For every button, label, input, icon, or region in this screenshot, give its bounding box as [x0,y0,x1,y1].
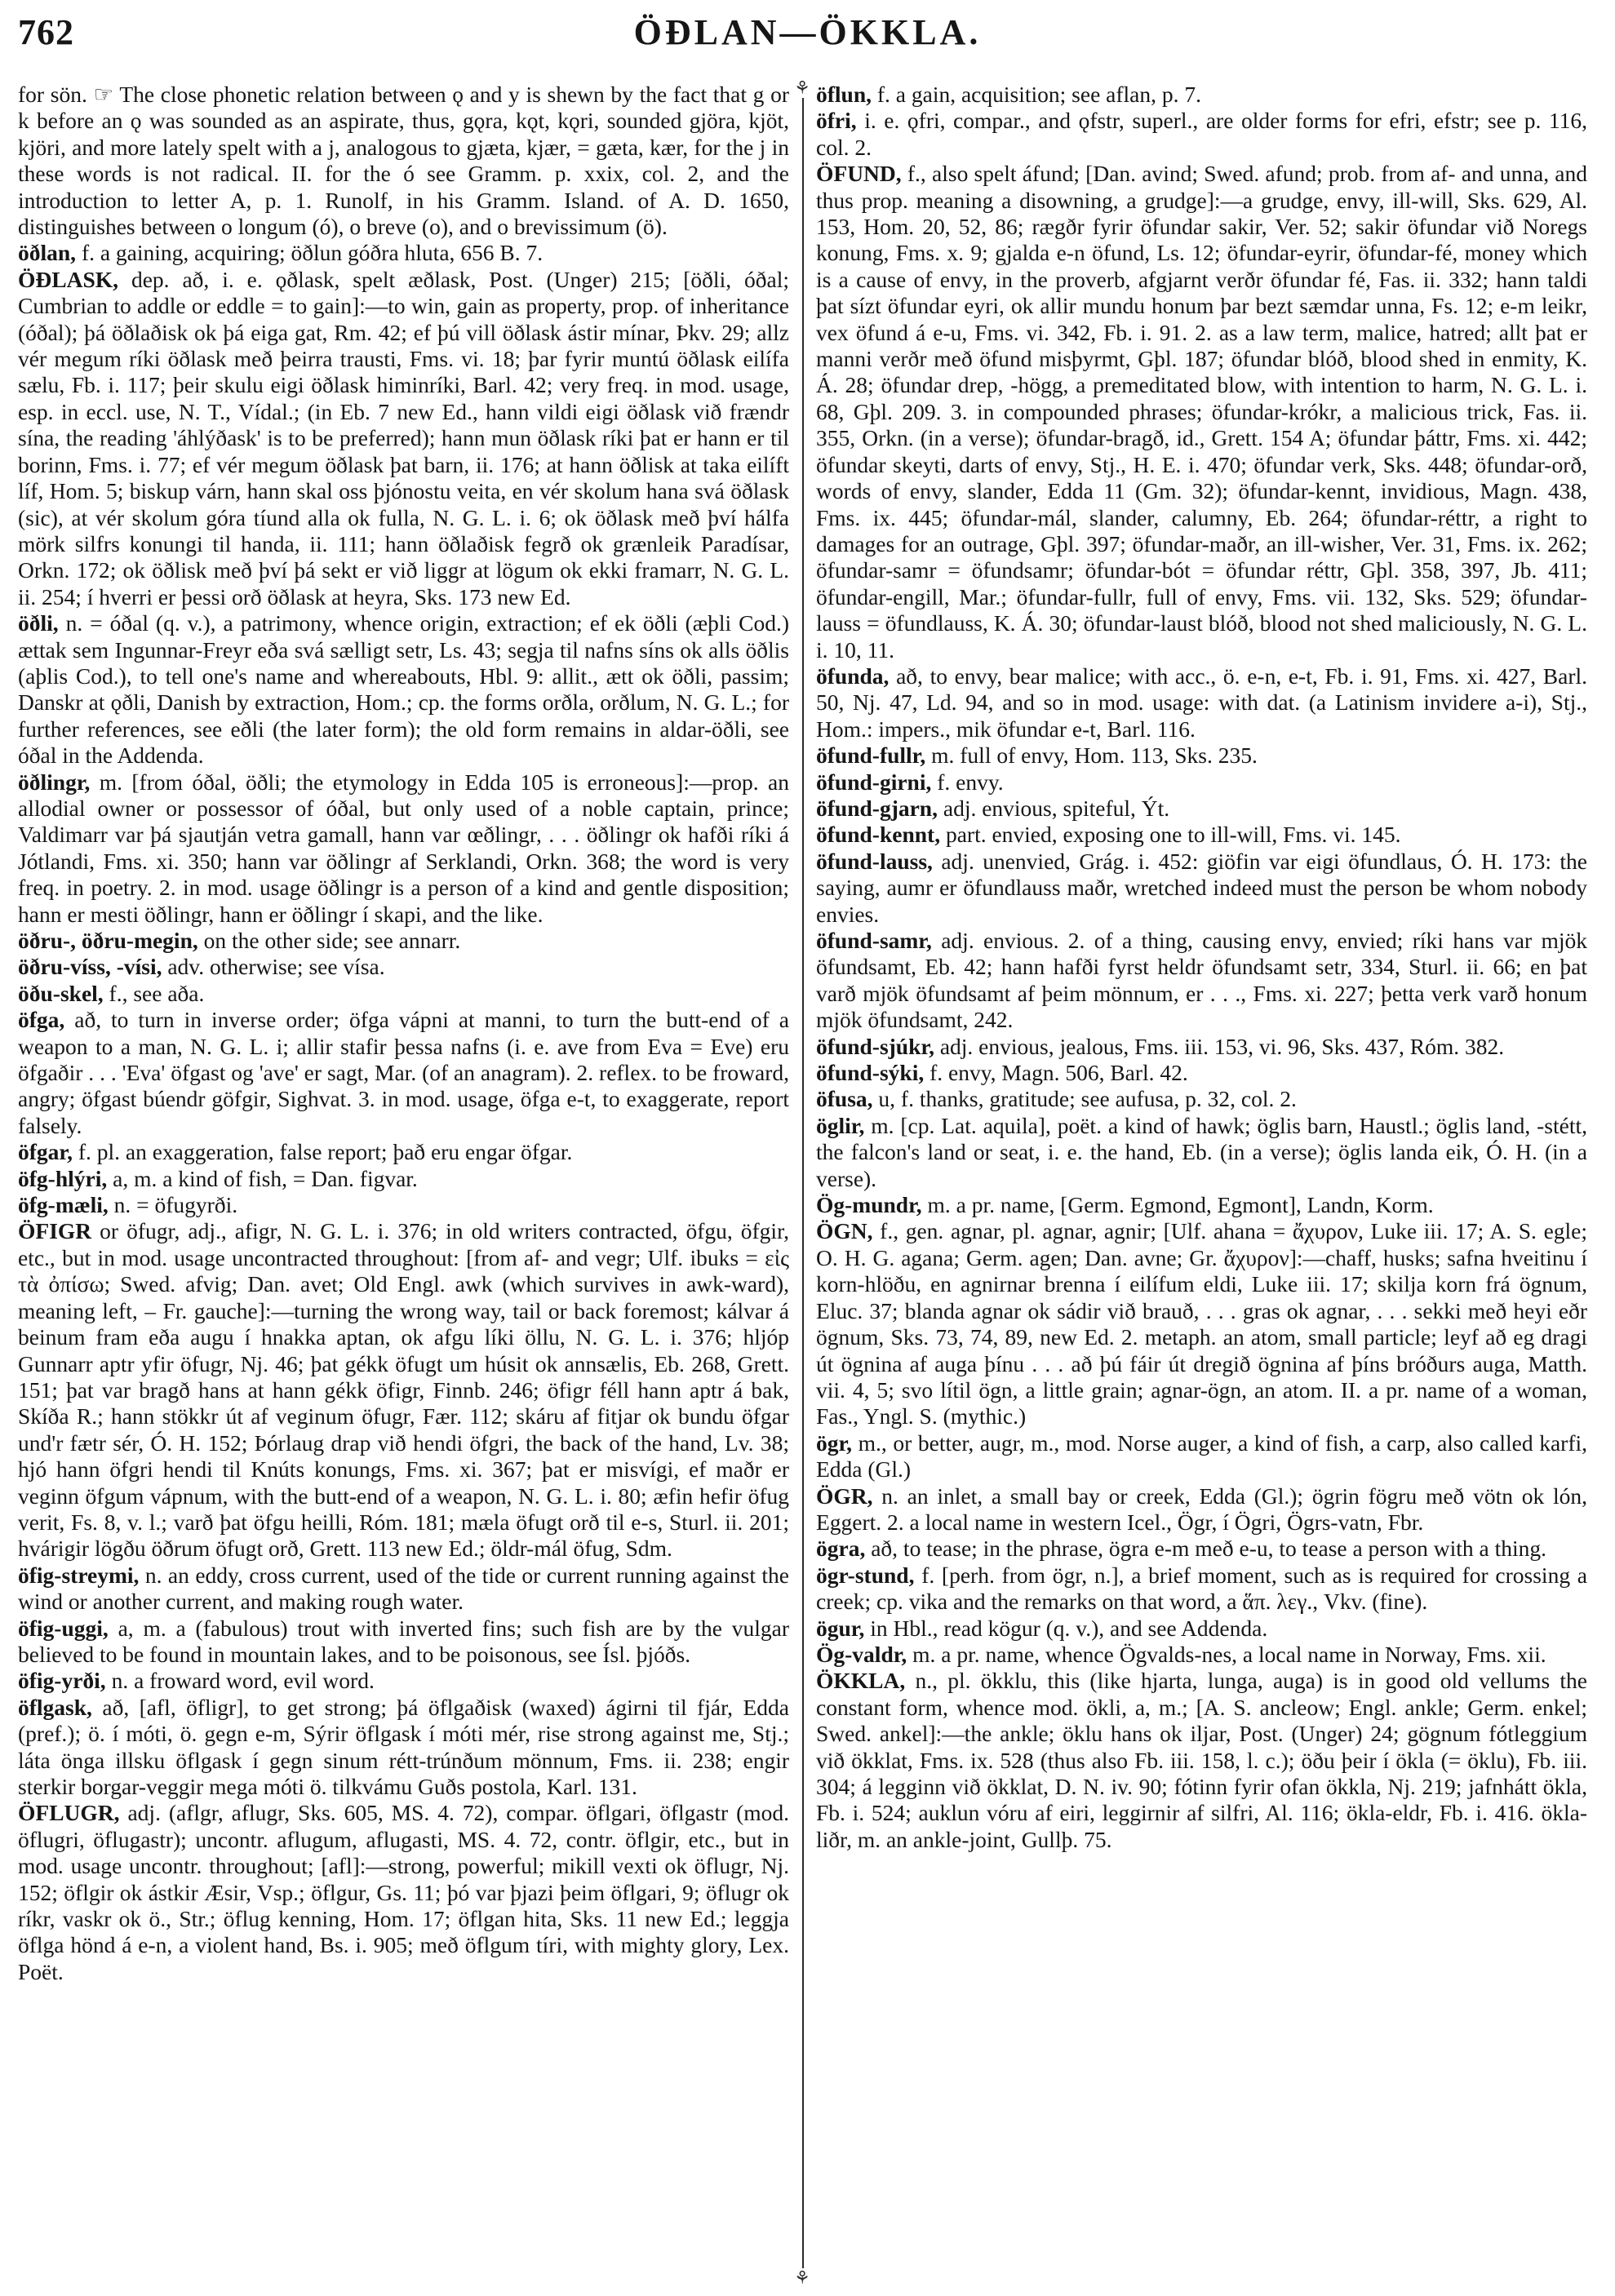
divider-ornament-top-icon: ⚘ [792,78,812,98]
right-column [816,82,1587,2285]
entry-text: n. = óðal (q. v.), a patrimony, whence origin, extraction; ef ek öðli (æþli Cod.) ættak sem Ingunnar-Freyr eða svá sælligt setr, Ls. 43; segja til nafns síns ok alls öðlis (aþlis Cod.), to tell one's name and whereabouts, Hbl. 9: allit., ætt ok öðli, passim; Danskr at ǫðli, Danish by extraction, Hom.; cp. the forms orðla, orðlum, N. G. L.; for further references, see eðli (the later form); the old form remains in aldar-öðli, see óðal in the Addenda. [18,610,789,769]
dictionary-entry [816,1562,1587,1616]
entry-text: að, to tease; in the phrase, ögra e-m með e-u, to tease a person with a thing. [871,1536,1546,1562]
entry-text: m. full of envy, Hom. 113, Sks. 235. [931,742,1258,769]
dictionary-entry [816,1034,1587,1060]
dictionary-entry [816,1483,1587,1536]
dictionary-entry [816,1060,1587,1086]
entry-headword: öflun, [816,82,872,107]
entry-text: part. envied, exposing one to ill-will, Fms. vi. 145. [945,822,1401,848]
entry-text: m. a pr. name, whence Ögvalds-nes, a local name in Norway, Fms. xii. [912,1641,1546,1667]
entry-text: u, f. thanks, gratitude; see aufusa, p. 32, col. 2. [878,1086,1297,1112]
dictionary-entry [18,928,789,954]
entry-headword: ögr, [816,1429,853,1456]
entry-headword: öfund-girni, [816,769,932,795]
dictionary-entry [18,1166,789,1192]
entry-headword: ögr-stund, [816,1562,915,1588]
entry-headword: Ög-mundr, [816,1192,922,1218]
entry-text: f. a gaining, acquiring; öðlun góðra hluta, 656 B. 7. [81,240,544,266]
entry-headword: öðli, [18,610,59,636]
dictionary-entry [816,1668,1587,1853]
entry-text: f. a gain, acquisition; see aflan, p. 7. [876,82,1201,107]
entry-text: on the other side; see annarr. [203,928,461,953]
entry-text: adj. envious, spiteful, Ýt. [943,795,1170,821]
dictionary-entry [816,849,1587,928]
entry-text: adj. unenvied, Grág. i. 452: giöfin var eigi öfundlaus, Ó. H. 173: the saying, aumr er öfundlauss maðr, wretched indeed must the person be whom nobody envies. [816,848,1587,927]
dictionary-entry [18,1695,789,1801]
entry-headword: öfund-samr, [816,928,932,953]
entry-headword: öfund-sjúkr, [816,1033,934,1059]
entry-headword: ÖFLUGR, [18,1800,120,1826]
dictionary-entry [816,928,1587,1034]
entry-headword: öfund-gjarn, [816,795,938,821]
entry-text: adj. (aflgr, aflugr, Sks. 605, MS. 4. 72), compar. öflgari, öflgastr (mod. öflugri, öflugastr); uncontr. aflugum, aflugasti, MS. 4. 72, contr. öflgir, etc., but in mod. usage uncontr. throughout; [afl]:—strong, powerful; mikill vexti ok öflugr, Nj. 152; öflgir ok ástkir Æsir, Vsp.; öflgur, Gs. 11; þó var þjazi þeim öflgari, 9; öflugr ok ríkr, vaskr ok ö., Str.; öflug kenning, Hom. 17; öflgan hita, Sks. 11 new Ed.; leggja öflga hönd á e-n, a violent hand, Bs. i. 905; með öflgum tíri, with mighty glory, Lex. Poët. [18,1800,789,1984]
dictionary-entry [816,1642,1587,1668]
entry-text: n., pl. ökklu, this (like hjarta, lunga, auga) is in good old vellums the constant form, whence mod. ökli, a, m.; [A. S. ancleow; Engl. ankle; Germ. enkel; Swed. ankel]:—the ankle; öklu hans ok iljar, Post. (Unger) 24; gögnum fótleggium við ökklat, Fms. ix. 528 (thus also Fb. iii. 158, l. c.); öðu þeir í ökla (= öklu), Fb. iii. 304; á legginn við ökklat, D. N. iv. 90; fótinn fyrir ofan ökkla, Nj. 219; jafnhátt ökla, Fb. i. 524; auklun vóru af eiri, leggirnir af silfri, Al. 116; ökla-eldr, Fb. i. 416. ökla-liðr, m. an ankle-joint, Gullþ. 75. [816,1668,1587,1852]
dictionary-entry [18,954,789,980]
entry-text: f., gen. agnar, pl. agnar, agnir; [Ulf. ahana = ἄχυρον, Luke iii. 17; A. S. egle; O. H. G. agana; Germ. agen; Dan. avne; Gr. ἄχυρον]:—chaff, husks; safna hveitinu í korn-hlöðu, en agnirnar brenna í eilífum eldi, Luke iii. 17; skilja korn frá ögnum, Eluc. 37; blanda agnar ok sádir við brauð, . . . gras ok agnar, . . . sekki með heyi eðr ögnum, Sks. 73, 74, 89, new Ed. 2. metaph. an atom, small particle; leyf að eg dragi út ögnina af auga þínu . . . að þú fáir út dregið ögnina af þíns bróðurs auga, Matth. vii. 4, 5; svo lítil ögn, a little grain; agnar-ögn, an atom. II. a pr. name of a woman, Fas., Yngl. S. (mythic.) [816,1218,1587,1429]
dictionary-entry [18,240,789,266]
entry-text: n. = öfugyrði. [113,1192,238,1218]
entry-headword: öfri, [816,108,857,134]
dictionary-entry [816,742,1587,769]
entry-headword: ögra, [816,1536,866,1562]
entry-headword: ÖKKLA, [816,1668,906,1694]
entry-headword: öfunda, [816,663,890,689]
entry-headword: Ög-valdr, [816,1641,907,1667]
entry-text: f. [perh. from ögr, n.], a brief moment, such as is required for crossing a creek; cp. vika and the remarks on that word, a ἅπ. λεγ., Vkv. (fine). [816,1562,1587,1615]
dictionary-entry [816,108,1587,161]
entry-text: adj. envious. 2. of a thing, causing envy, envied; ríki hans var mjök öfundsamt, Eb. 42; hann hafði fyrst heldr öfundsamt setr, 334, Sturl. ii. 66; en þat varð mjök öfundsamt af þeim mönnum, er . . ., Fms. xi. 227; þetta verk varð honum mjök öfundsamt, 242. [816,928,1587,1033]
entry-headword: öflgask, [18,1694,92,1720]
entry-text: dep. að, i. e. ǫðlask, spelt æðlask, Post. (Unger) 215; [öðli, óðal; Cumbrian to addle or eddle = to gain]:—to win, gain as property, prop. of inheritance (óðal); þá öðlaðisk ok þá eiga gat, Rm. 42; ef þú vill öðlask ástir mínar, Þkv. 29; allz vér megum ríki öðlask með þeirra trausti, Fms. vi. 18; þar fyrir muntú öðlask eilífa sælu, Fb. i. 117; þeir skulu eigi öðlask himinríki, Barl. 42; very freq. in mod. usage, esp. in eccl. use, N. T., Vídal.; (in Eb. 7 new Ed., hann vildi eigi öðlask við frændr sína, the reading 'áhlýðask' is to be preferred); hann mun öðlask ríki þat er hann er til borinn, Fms. i. 77; ef vér megum öðlask þat barn, ii. 176; at hann öðlisk at taka eilíft líf, Hom. 5; biskup várn, hann skal oss þjónostu veita, en vér skolum hana svá öðlask (sic), at vér skolum góra tíund alla ok fulla, N. G. L. i. 6; ok öðlask með því hálfa mörk silfrs konungi til handa, ii. 111; hann öðlaðisk fegrð ok grænleik Paradísar, Orkn. 172; ok öðlisk með því þá sekt er við liggr at lögum ok ekki framarr, N. G. L. ii. 254; í hverri er þessi orð öðlask at heyra, Sks. 173 new Ed. [18,266,789,609]
running-head: ÖÐLAN—ÖKKLA. [633,12,982,52]
entry-headword: öðru-, öðru-megin, [18,928,198,953]
dictionary-entry [816,769,1587,796]
dictionary-entry [18,1800,789,1985]
entry-headword: ÖGN, [816,1218,873,1244]
entry-text: for sön. ☞ The close phonetic relation between ǫ and y is shewn by the fact that g or k before an ǫ was sounded as an aspirate, thus, gǫra, kǫt, kǫri, sounded gjöra, kjöt, kjöri, and more lately spelt with a j, analogous to gjæta, kjær, = gæta, kær, for the j in these words is not radical. II. for the ó see Gramm. p. xxix, col. 2, and the introduction to letter A, p. 1. Runolf, in his Gramm. Island. of A. D. 1650, distinguishes between o longum (ó), o breve (o), and o brevissimum (ö). [18,82,789,240]
entry-text: i. e. ǫfri, compar., and ǫfstr, superl., are older forms for efri, efstr; see p. 116, col. 2. [816,108,1587,160]
entry-headword: öfg-hlýri, [18,1165,108,1191]
dictionary-entry [18,1668,789,1694]
entry-headword: öðu-skel, [18,980,104,1006]
entry-headword: öfusa, [816,1086,873,1112]
entry-text: að, [afl, öfligr], to get strong; þá öflgaðisk (waxed) ágirni til fjár, Edda (pref.); ö. í móti, ö. gegn e-m, Sýrir öflgask í móti mér, rise strong against me, Stj.; láta önga illsku öflgask í gegn sinum rétt-trúnðum mönnum, Fms. ii. 238; engir sterkir borgar-veggir mega móti ö. tilkvámu Guðs postola, Karl. 131. [18,1694,789,1799]
entry-text: a, m. a kind of fish, = Dan. figvar. [113,1165,418,1191]
dictionary-entry [18,1007,789,1139]
entry-headword: öfund-fullr, [816,742,926,769]
dictionary-entry [816,1192,1587,1218]
entry-text: n. a froward word, evil word. [111,1668,375,1694]
entry-headword: öfund-kennt, [816,822,941,848]
entry-text: n. an inlet, a small bay or creek, Edda (Gl.); ögrin fögru með vötn ok lón, Eggert. 2. a local name in western Icel., Ögr, í Ögri, Ögrs-vatn, Fbr. [816,1483,1587,1535]
entry-text: m. [cp. Lat. aquila], poët. a kind of hawk; öglis barn, Haustl.; öglis land, -stétt, the falcon's land or seat, i. e. the hand, Eb. (in a verse); öglis landa eik, Ó. H. (in a verse). [816,1112,1587,1191]
entry-text: or öfugr, adj., afigr, N. G. L. i. 376; in old writers contracted, öfgu, öfgir, etc., but in mod. usage uncontracted throughout: [from af- and vegr; Ulf. ibuks = εἰς τὰ ὀπίσω; Swed. afvig; Dan. avet; Old Engl. awk (which survives in awk-ward), meaning left, – Fr. gauche]:—turning the wrong way, tail or back foremost; kálvar á beinum fram eða augu í hnakka aptan, ok afgu líki öllu, N. G. L. i. 376; hljóp Gunnarr aptr yfir öfugr, Nj. 46; þat gékk öfugt um húsit ok annsælis, Eb. 268, Grett. 151; þat var bragð hans at hann gékk öfigr, Finnb. 246; öfigr féll hann aptr á bak, Skíða R.; hann stökkr út af veginum öfugr, Fær. 112; skáru af fitjar ok bundu öfgar und'r fætr sér, Ó. H. 152; Þórlaug drap við hendi öfgri, the back of the hand, Lv. 38; hjó hann öfgri hendi til Knúts konungs, Fms. xi. 367; þat er misvígi, ef maðr er veginn öfgum vápnum, with the butt-end of a weapon, N. G. L. i. 80; æfin hefir öfug verit, Fs. 8, v. l.; varð þat öfgu heilli, Róm. 181; mæla öfugt orð til e-s, Sturl. ii. 201; hvárigir lögðu öðrum öfugt orð, Grett. 113 new Ed.; öldr-mál öfug, Sdm. [18,1218,789,1562]
dictionary-entry [18,267,789,610]
entry-headword: öðru-víss, -vísi, [18,954,162,980]
entry-headword: öfgar, [18,1139,73,1165]
entry-text: m. a pr. name, [Germ. Egmond, Egmont], Landn, Korm. [927,1192,1434,1218]
dictionary-entry [816,822,1587,848]
entry-headword: öfig-yrði, [18,1668,106,1694]
dictionary-entry [18,1218,789,1562]
dictionary-entry [18,82,789,240]
dictionary-entry [816,161,1587,663]
entry-text: n. an eddy, cross current, used of the tide or current running against the wind or another current, and making rough water. [18,1562,789,1615]
page-number: 762 [18,12,74,52]
entry-text: in Hbl., read kögur (q. v.), and see Addenda. [870,1615,1268,1641]
entry-headword: öðlan, [18,240,77,266]
entry-headword: öfund-lauss, [816,848,933,874]
entry-headword: öfig-streymi, [18,1562,140,1588]
entry-headword: ögur, [816,1615,865,1641]
entry-headword: öðlingr, [18,769,91,795]
entry-text: f. envy, Magn. 506, Barl. 42. [930,1060,1188,1086]
entry-headword: ÖÐLASK, [18,266,119,292]
dictionary-entry [816,1218,1587,1429]
entry-text: m. [from óðal, öðli; the etymology in Edda 105 is erroneous]:—prop. an allodial owner or possessor of óðal, but only used of a noble captain, prince; Valdimarr var þá sjautján vetra gamall, hann var œðlingr, . . . öðlingr ok hafði ríki á Jótlandi, Fms. xi. 350; hann var öðlingr af Serklandi, Orkn. 368; the word is very freq. in poetry. 2. in mod. usage öðlingr is a person of a kind and gentle disposition; hann er mesti öðlingr, hann er öðlingr í skapi, and the like. [18,769,789,927]
entry-text: f. pl. an exaggeration, false report; það eru engar öfgar. [78,1139,573,1165]
entry-headword: ÖFUND, [816,161,902,187]
entry-text: f., see aða. [109,980,205,1006]
divider-ornament-bottom-icon: ⚘ [792,2268,812,2288]
entry-text: að, to envy, bear malice; with acc., ö. e-n, e-t, Fb. i. 91, Fms. xi. 427, Barl. 50, Nj. 47, Ld. 94, and so in mod. usage: with dat. (a Latinism invidere a-i), Stj., Hom.: impers., mik öfundar e-t, Barl. 116. [816,663,1587,742]
dictionary-entry [816,1430,1587,1483]
column-divider [802,85,804,2278]
entry-headword: öfga, [18,1007,65,1033]
dictionary-entry [816,82,1587,108]
entry-text: adj. envious, jealous, Fms. iii. 153, vi. 96, Sks. 437, Róm. 382. [939,1033,1505,1059]
entry-headword: öfig-uggi, [18,1615,109,1641]
entry-text: f., also spelt áfund; [Dan. avind; Swed. afund; prob. from af- and unna, and thus prop. meaning a disowning, a grudge]:—a grudge, envy, ill-will, Sks. 629, Al. 153, Hom. 20, 52, 86; rægðr fyrir öfundar sakir, Ver. 52; sakir öfundar við Noregs konung, Fms. x. 9; gjalda e-n öfund, Ls. 12; öfundar-eyrir, öfundar-fé, money which is a cause of envy, in the proverb, afgjarnt verðr öfundar fé, Fas. ii. 332; hann taldi þat sízt öfundar eyri, ok allir mundu honum þar bezt sæmdar unna, Fs. 12; e-m leikr, vex öfund á e-u, Fms. vi. 342, Fb. i. 91. 2. as a law term, malice, hatred; allt þat er manni verðr með öfund misþyrmt, Gþl. 187; öfundar blóð, blood shed in enmity, K. Á. 28; öfundar drep, -högg, a premeditated blow, with intention to harm, N. G. L. i. 68, Gþl. 209. 3. in compounded phrases; öfundar-krókr, a malicious trick, Fas. ii. 355, Orkn. (in a verse); öfundar-bragð, id., Grett. 154 A; öfundar þáttr, Fms. xi. 442; öfundar skeyti, darts of envy, Stj., H. E. i. 470; öfundar verk, Sks. 448; öfundar-orð, words of envy, slander, Edda 11 (Gm. 32); öfundar-kennt, invidious, Magn. 438, Fms. ix. 445; öfundar-mál, slander, calumny, Eb. 264; öfundar-réttr, a right to damages for an outrage, Gþl. 397; öfundar-maðr, an ill-wisher, Ver. 31, Fms. ix. 262; öfundar-samr = öfundsamr; öfundar-bót = öfundar réttr, Gþl. 358, 397, Jb. 411; öfundar-engill, Mar.; öfundar-fullr, full of envy, Fms. vii. 132, Sks. 529; öfundar-lauss = öfundlauss, K. Á. 30; öfundar-laust blóð, blood not shed maliciously, N. G. L. i. 10, 11. [816,161,1587,663]
entry-headword: öfund-sýki, [816,1060,925,1086]
dictionary-entry [18,769,789,928]
entry-headword: öfg-mæli, [18,1192,109,1218]
dictionary-entry [816,1086,1587,1112]
entry-text: f. envy. [937,769,1004,795]
entry-text: a, m. a (fabulous) trout with inverted fins; such fish are by the vulgar believed to be found in mountain lakes, and to be poisonous, see Ísl. þjóðs. [18,1615,789,1667]
entry-headword: ÖFIGR [18,1218,92,1244]
entry-text: að, to turn in inverse order; öfga vápni at manni, to turn the butt-end of a weapon to a man, N. G. L. i; allir stafir þessa nafns (i. e. ave from Eva = Eve) eru öfgaðir . . . 'Eva' öfgast og 'ave' er sagt, Mar. (of an anagram). 2. reflex. to be froward, angry; öfgast búendr göfgir, Sighvat. 3. in mod. usage, öfga e-t, to exaggerate, report falsely. [18,1007,789,1138]
dictionary-entry [18,1616,789,1669]
entry-text: adv. otherwise; see vísa. [167,954,385,980]
dictionary-entry [816,663,1587,742]
dictionary-entry [816,796,1587,822]
dictionary-entry [18,610,789,769]
dictionary-entry [18,1562,789,1616]
dictionary-entry [816,1536,1587,1562]
dictionary-entry [18,1139,789,1165]
page-header [0,0,1615,73]
entry-text: m., or better, augr, m., mod. Norse auger, a kind of fish, a carp, also called karfi, Edda (Gl.) [816,1429,1587,1483]
entry-headword: ÖGR, [816,1483,873,1509]
dictionary-entry [816,1616,1587,1642]
dictionary-entry [18,981,789,1007]
dictionary-entry [18,1192,789,1218]
entry-headword: öglir, [816,1112,865,1138]
dictionary-entry [816,1113,1587,1192]
left-column [18,82,789,2285]
